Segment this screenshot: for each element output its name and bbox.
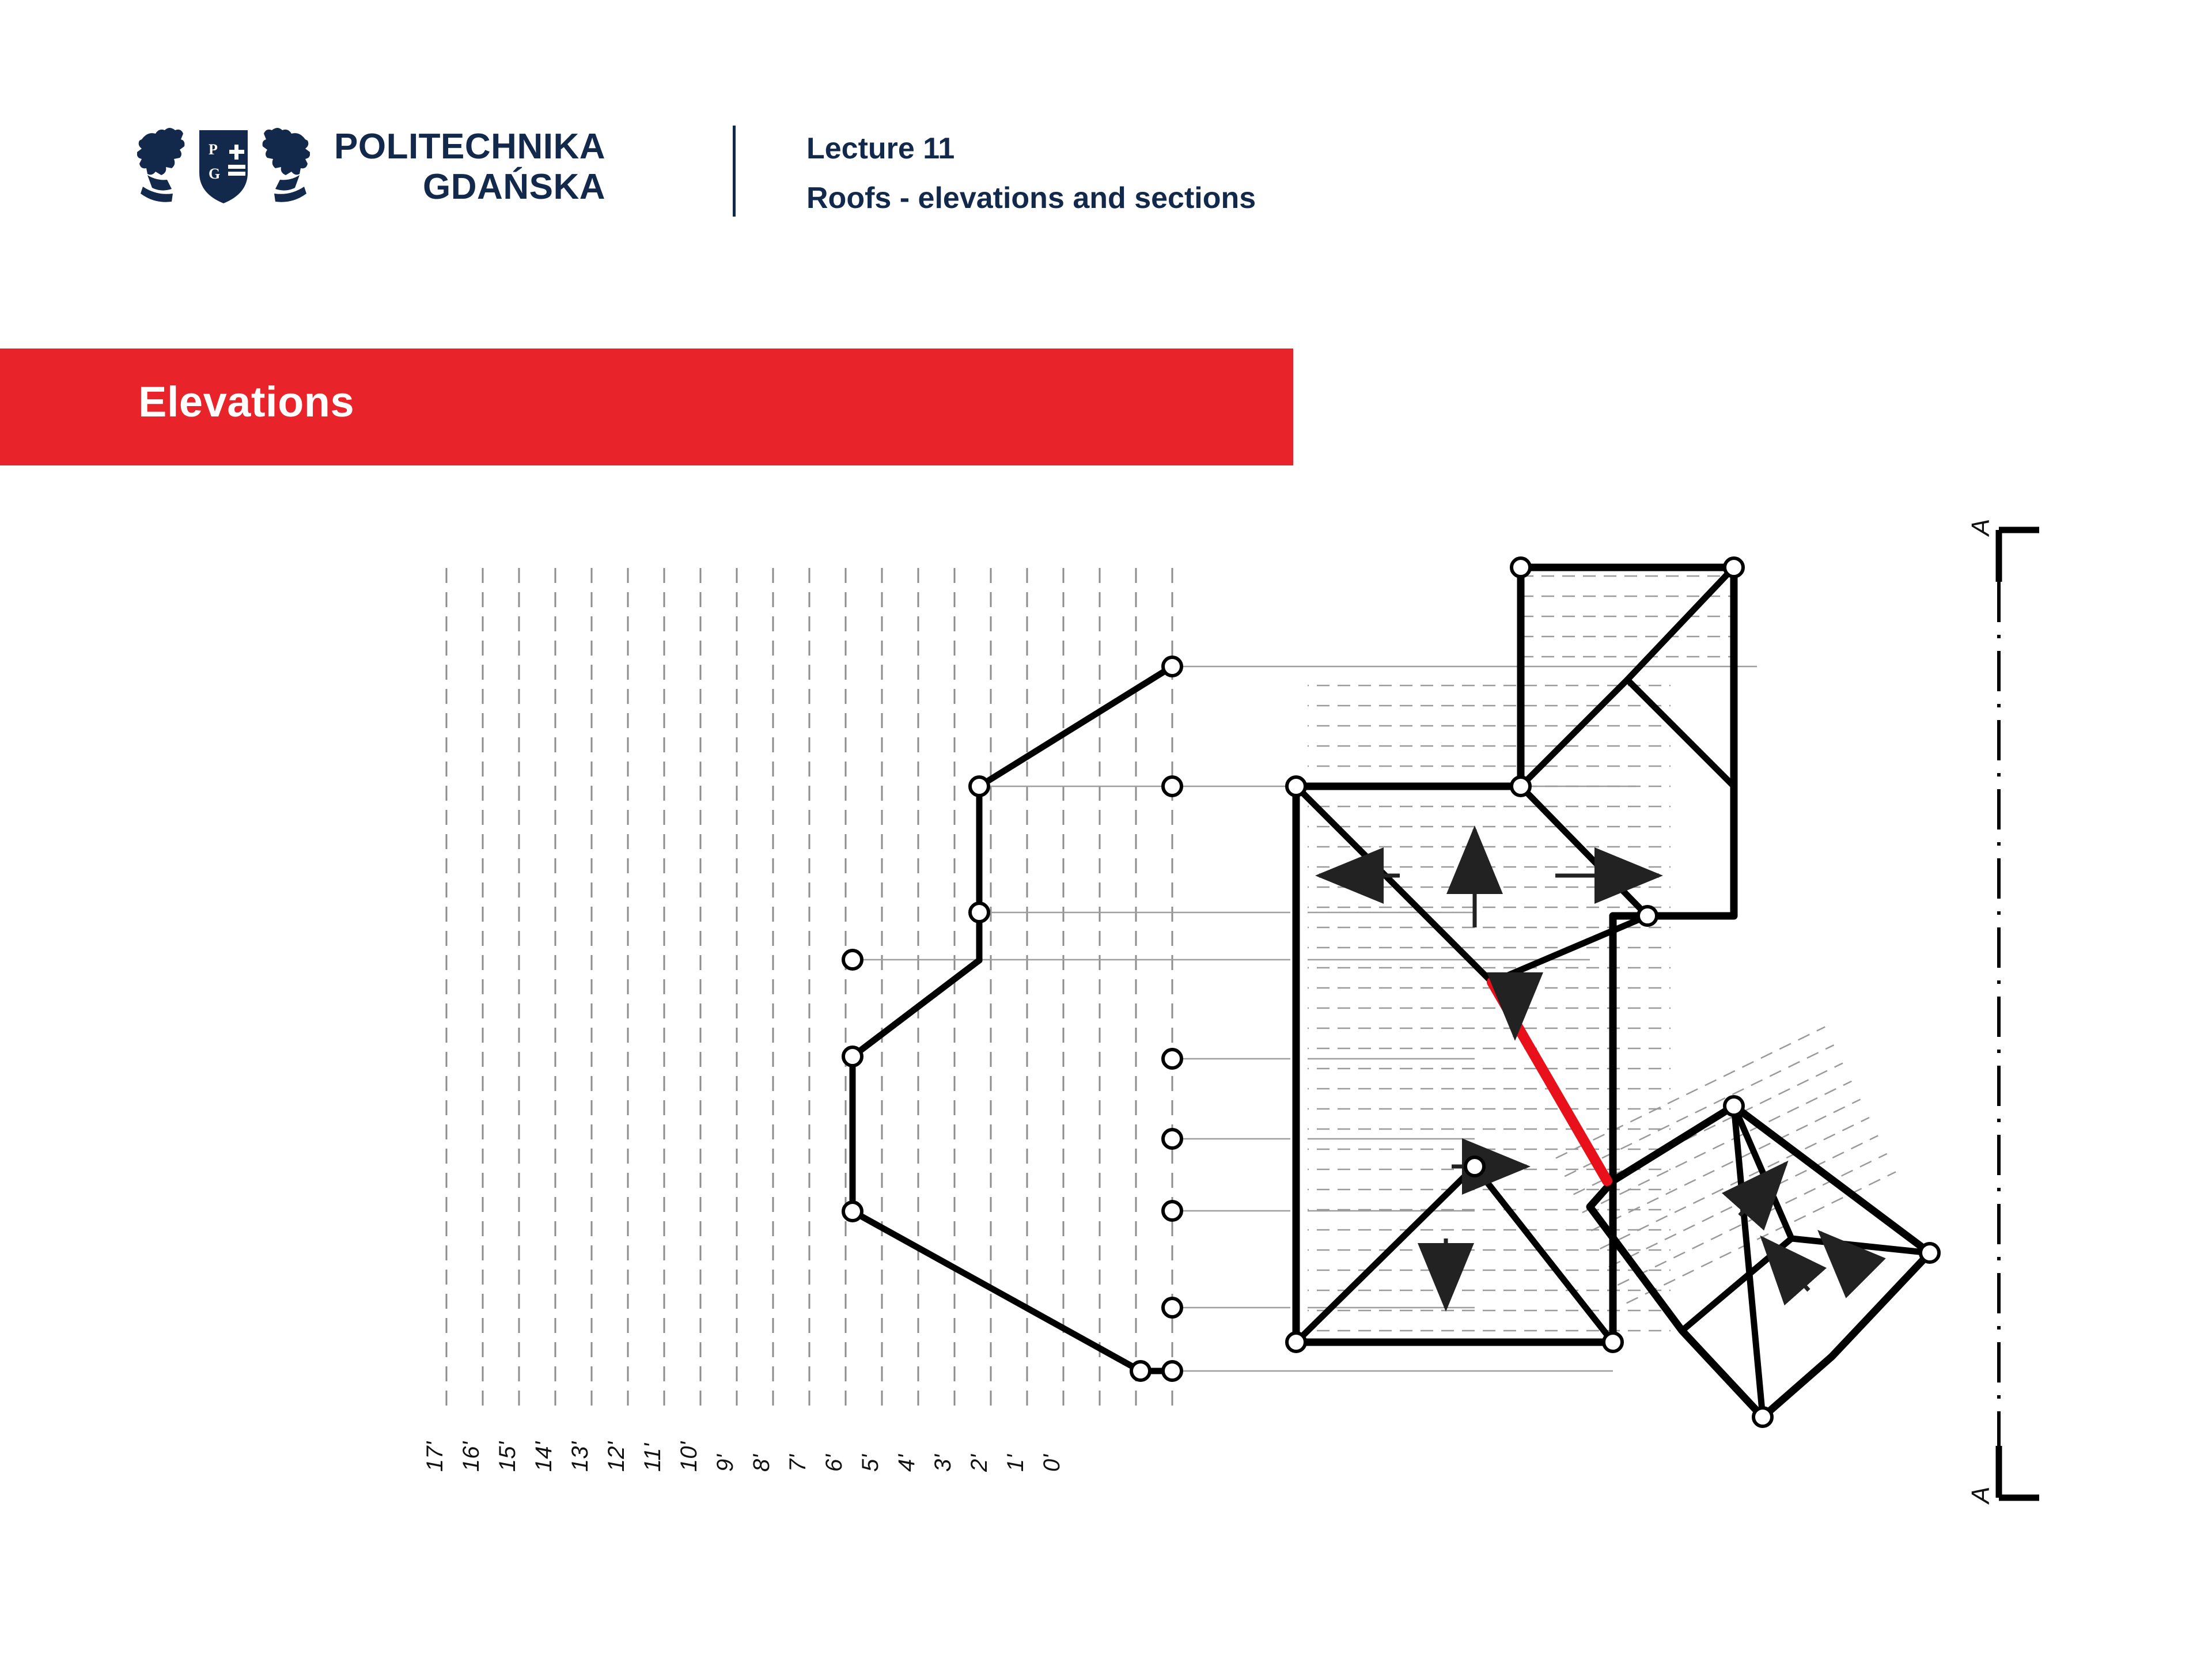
university-name-line2: GDAŃSKA [423,166,605,207]
elevation-outline-2 [853,960,979,1056]
university-name [334,127,605,207]
lecture-subtitle: Roofs - elevations and sections [806,181,1256,215]
axis-label: 4' [894,1455,919,1472]
pg-crest-icon [137,122,310,211]
lecture-title: Lecture 11 [806,132,955,165]
roof-elevation-drawing [0,472,2212,1659]
axis-label: 6' [821,1455,847,1472]
axis-label: 15' [495,1441,520,1472]
university-name-line1: POLITECHNIKA [334,127,605,167]
axis-label: 11' [640,1443,665,1472]
header-divider [733,126,736,217]
crest-svg [137,122,310,211]
axis-labels [422,1441,1065,1472]
axis-label: 2' [967,1455,992,1472]
axis-label: 1' [1003,1455,1028,1472]
drawing-svg [0,472,2212,1659]
axis-label: 17' [422,1441,448,1472]
axis-label: 5' [858,1455,883,1472]
slide-header [0,0,2212,323]
axis-label: 13' [567,1441,593,1472]
axis-label: 3' [930,1455,956,1472]
tower-hatching [1521,576,1734,657]
university-logo [137,122,605,211]
axis-label: 7' [785,1455,810,1472]
axis-label: 14' [531,1441,556,1472]
section-banner-title: Elevations [138,378,355,426]
highlighted-valley-line [1492,982,1607,1181]
crest-letter-p: P [209,141,218,158]
section-line-a-a [1967,519,2039,1505]
axis-label: 10' [676,1441,702,1472]
section-label-bottom: A [1967,1486,1995,1503]
crest-letter-g: G [209,165,221,182]
axis-label: 0' [1039,1455,1065,1472]
section-label-top: A [1967,518,1995,536]
axis-label: 8' [749,1455,774,1472]
lecture-info [806,131,1256,215]
axis-label: 12' [604,1441,629,1472]
axis-label: 16' [459,1441,484,1472]
axis-label: 9' [713,1455,738,1472]
projection-lines [446,568,1172,1411]
